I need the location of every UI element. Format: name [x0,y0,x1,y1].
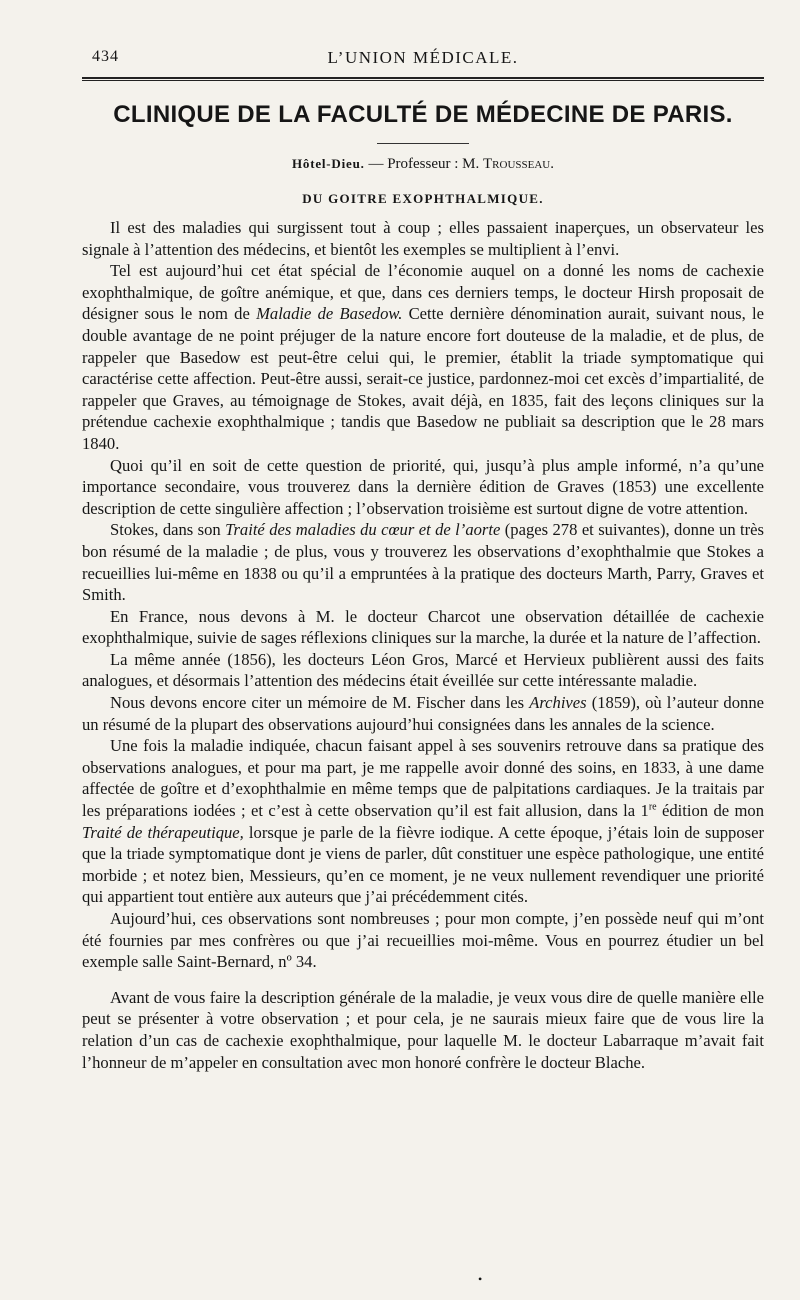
paragraph [82,260,764,454]
byline-professor: Trousseau. [483,156,554,172]
paragraph [82,649,764,692]
paragraph-italic: Maladie de Basedow. [256,304,403,324]
paragraph-italic: Traité des maladies du cœur et de l’aorte [225,520,501,540]
paragraph-text: (pages 278 et suivantes), donne un très bon résumé de la maladie ; de plus, vous y trouverez les observations d’exophthalmie que Stokes a recueillies lui-même en 1838 ou qu’il a empruntées à la pratique des docteurs Marth, Parry, Graves et Smith. [82,520,765,605]
paragraph-text: Il est des maladies qui surgissent tout à coup ; elles passaient inaperçues, un observateur les signale à l’attention des médecins, et bientôt les exemples se multiplient à l’envi. [82,218,764,259]
paragraph-text: (1859), où l’auteur donne un résumé de la plupart des observations aujourd’hui consignées dans les annales de la science. [82,693,764,734]
superscript: re [648,801,657,813]
article-body [82,217,764,1073]
paragraph [82,735,764,908]
paragraph [82,217,764,260]
paragraph-text: Cette dernière dénomination aurait, suivant nous, le double avantage de ne point préjuger de la nature encore fort douteuse de la maladie, et de plus, de rappeler que Basedow est peut-être celui qui, le premier, établit la triade symptomatique qui caractérise cette affection. Peut-être aussi, serait-ce justice, pardonnez-moi cet excès d’impartialité, de rappeler que Graves, au témoignage de Stokes, avait déjà, en 1835, fait des leçons cliniques sur la prétendue cachexie exophthalmique ; tandis que Basedow ne publiait sa description que le 28 mars 1840. [82,304,764,453]
article-title: DU GOITRE EXOPHTHALMIQUE. [302,191,544,206]
paragraph-italic: Archives [529,693,587,713]
byline [82,156,764,173]
heading-divider [377,143,469,144]
paragraph-text: édition de mon [656,801,764,821]
paragraph [82,692,764,735]
paragraph-text: La même année (1856), les docteurs Léon Gros, Marcé et Hervieux publièrent aussi des faits analogues, et désormais l’attention des médecins était éveillée sur cette intéressante maladie. [82,649,764,691]
byline-venue: Hôtel-Dieu. [291,156,365,171]
paragraph [82,606,764,649]
paragraph-text: Quoi qu’il en soit de cette question de priorité, qui, jusqu’à plus ample informé, n’a qu’une importance secondaire, vous trouverez dans la dernière édition de Graves (1853) une excellente description de cette singulière affection ; l’observation troisième est surtout digne de votre attention. [82,455,764,518]
ink-speck-mark: • [478,1272,483,1286]
paragraph-text: Tel est aujourd’hui cet état spécial de l’économie auquel on a donné les noms de cachexie exophthalmique, de goître anémique, et que, dans ces derniers temps, le docteur Hirsh proposait de désigner sous le nom de [82,261,764,324]
journal-title: L’UNION MÉDICALE. [327,48,519,67]
paragraph-text: Aujourd’hui, ces observations sont nombreuses ; pour mon compte, j’en possède neuf qui m’ont été fournies par mes confrères ou que j’ai recueillies moi-même. Vous en pourrez étudier un bel exemple salle Saint-Bernard, nº 34. [82,909,764,972]
paragraph-text: Avant de vous faire la description générale de la maladie, je veux vous dire de quelle manière elle peut se présenter à votre observation ; et pour cela, je ne saurais mieux faire que de vous lire la relation d’un cas de cachexie exophthalmique, pour laquelle M. le docteur Labarraque m’avait fait l’honneur de m’appeler en consultation avec mon honoré confrère le docteur Blache. [82,987,764,1072]
byline-dash: — Professeur : M. [364,156,484,172]
page-number: 434 [92,48,119,65]
paragraph [82,519,764,605]
paragraph [82,455,764,520]
paragraph-italic: Traité de thérapeutique, [82,822,244,842]
section-heading: CLINIQUE DE LA FACULTÉ DE MÉDECINE DE PARIS. [113,101,733,128]
paragraph-text: En France, nous devons à M. le docteur Charcot une observation détaillée de cachexie exophthalmique, suivie de sages réflexions cliniques sur la marche, la durée et la nature de l’affection. [82,606,764,648]
running-header [82,40,764,72]
paragraph-text: Nous devons encore citer un mémoire de M. Fischer dans les [110,693,530,713]
paragraph-text: Une fois la maladie indiquée, chacun faisant appel à ses souvenirs retrouve dans sa pratique des observations analogues, et pour ma part, je me rappelle avoir donné des soins, en 1833, à une dame affectée de goître et d’exophthalmie en même temps que de palpitations cardiaques. Je la traitais par les préparations iodées ; et c’est à cette observation qu’il est fait allusion, dans la 1 [82,736,764,821]
paragraph [82,987,764,1073]
header-rule [82,77,764,81]
paragraph-text: lorsque je parle de la fièvre iodique. A cette époque, j’étais loin de supposer que la triade symptomatique dont je viens de parler, dût constituer une espèce pathologique, une entité morbide ; et notez bien, Messieurs, qu’en ce moment, je ne veux nullement revendiquer une priorité qui appartient tout entière aux auteurs que j’ai précédemment cités. [82,822,764,907]
paragraph-text: Stokes, dans son [110,520,226,540]
paragraph [82,908,764,973]
